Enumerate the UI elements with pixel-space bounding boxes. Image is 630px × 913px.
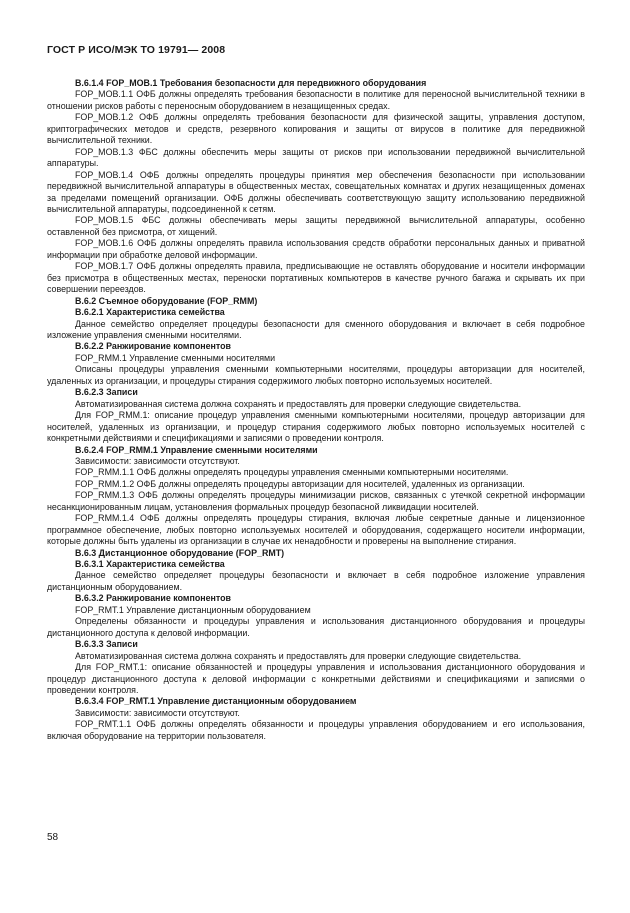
section-heading: В.6.1.4 FOP_MOB.1 Требования безопасности для передвижного оборудования: [75, 78, 427, 88]
body-paragraph: FOP_RMM.1.2 ОФБ должны определять процедуры авторизации для носителей, удаленных из организации.: [75, 478, 525, 489]
body-paragraph: FOP_MOB.1.1 ОФБ должны определять требования безопасности в политике для переносной вычислительной техники в отношении рисков работы с переносным оборудованием в незащищенных средах.: [47, 89, 585, 111]
body-paragraph: FOP_RMT.1 Управление дистанционным оборудованием: [75, 604, 311, 615]
section-heading: В.6.2.1 Характеристика семейства: [75, 307, 225, 318]
body-paragraph: FOP_MOB.1.5 ФБС должны обеспечивать меры защиты передвижной вычислительной аппаратуры, особенно оставленной без присмотра, от хищений.: [47, 215, 585, 237]
page-number: 58: [47, 832, 59, 843]
body-paragraph: Описаны процедуры управления сменными компьютерными носителями, процедуры авторизации для носителей, удаленных из организации, и процедуры стирания содержимого любых повторно используемых носителей.: [47, 364, 585, 386]
body-paragraph: Для FOP_RMT.1: описание обязанностей и процедуры управления и использования дистанционного оборудования и процедур дистанционного доступа к деловой информации с конкретными действиями и спецификациями и записями о проведении контроля.: [47, 662, 585, 696]
document-header: ГОСТ Р ИСО/МЭК ТО 19791— 2008: [47, 44, 226, 56]
body-paragraph: Зависимости: зависимости отсутствуют.: [75, 707, 240, 718]
section-heading: В.6.3 Дистанционное оборудование (FOP_RMT): [75, 547, 285, 558]
body-paragraph: Автоматизированная система должна сохранять и предоставлять для проверки следующие свидетельства.: [75, 398, 522, 409]
section-heading: В.6.2.2 Ранжирование компонентов: [75, 341, 232, 352]
body-paragraph: Для FOP_RMM.1: описание процедур управления сменными компьютерными носителями, процедур авторизации для носителей, удаленных из организации, и процедур стирания содержимого любых повторно используемых носителей с конкретными действиями и спецификациями и записями о проведении контроля.: [47, 410, 585, 444]
section-heading: В.6.3.1 Характеристика семейства: [75, 559, 225, 570]
document-body: [47, 78, 585, 742]
section-heading: В.6.3.4 FOP_RMT.1 Управление дистанционным оборудованием: [75, 696, 357, 707]
body-paragraph: FOP_RMM.1.4 ОФБ должны определять процедуры стирания, включая любые секретные данные и лицензионное программное обеспечение, любых повторно используемых носителей и оборудования, содержащего носители информации, которые должны быть удалены из организации в случае их ненадобности и проверены на выполнение стирания.: [47, 513, 585, 547]
body-paragraph: FOP_MOB.1.3 ФБС должны обеспечить меры защиты от рисков при использовании передвижной вычислительной аппаратуры.: [47, 146, 585, 169]
body-paragraph: FOP_MOB.1.6 ОФБ должны определять правила использования средств обработки персональных данных и приватной информации при обработке деловой информации.: [47, 238, 585, 260]
body-paragraph: FOP_MOB.1.4 ОФБ должны определять процедуры принятия мер обеспечения безопасности при использовании передвижной вычислительной аппаратуры в общественных местах, совещательных комнатах и других незащищенных доменах за пределами помещений организации. ОФБ должны обеспечивать соответствующую защиту использованию передвижной вычислительной аппаратуры, подсоединенной к сетям.: [47, 169, 585, 214]
body-paragraph: FOP_RMM.1 Управление сменными носителями: [75, 352, 276, 363]
body-paragraph: FOP_RMM.1.1 ОФБ должны определять процедуры управления сменными компьютерными носителями.: [75, 467, 509, 478]
body-paragraph: Данное семейство определяет процедуры безопасности и включает в себя подробное изложение управления дистанционным оборудованием.: [47, 570, 585, 592]
section-heading: В.6.2 Съемное оборудование (FOP_RMM): [75, 295, 258, 306]
body-paragraph: FOP_MOB.1.2 ОФБ должны определять требования безопасности для физической защиты, управления доступом, криптографических методов и средств, резервного копирования и защиты от вирусов в политике для передвижной вычислительной техники.: [47, 112, 585, 146]
body-paragraph: Определены обязанности и процедуры управления и использования дистанционного оборудования и процедуры дистанционного доступа к деловой информации.: [47, 616, 585, 638]
section-heading: В.6.2.4 FOP_RMM.1 Управление сменными носителями: [75, 444, 318, 455]
body-paragraph: Автоматизированная система должна сохранять и предоставлять для проверки следующие свидетельства.: [75, 650, 522, 661]
body-paragraph: FOP_MOB.1.7 ОФБ должны определять правила, предписывающие не оставлять оборудование и носители информации без присмотра в общественных местах, переноски портативных компьютеров в качестве ручного багажа и скрывать их при совершении переездов.: [47, 261, 585, 295]
section-heading: В.6.3.3 Записи: [75, 639, 138, 650]
section-heading: В.6.3.2 Ранжирование компонентов: [75, 593, 232, 604]
body-paragraph: Данное семейство определяет процедуры безопасности для сменного оборудования и включает в себя подробное изложение управления сменными носителями.: [47, 318, 585, 340]
body-paragraph: FOP_RMT.1.1 ОФБ должны определять обязанности и процедуры управления оборудованием и его использования, включая оборудование на территории пользователя.: [47, 719, 585, 741]
body-paragraph: FOP_RMM.1.3 ОФБ должны определять процедуры минимизации рисков, связанных с утечкой секретной информации несанкционированным лицам, установления формальных процедур безопасной ликвидации носителей.: [47, 490, 585, 512]
section-heading: В.6.2.3 Записи: [75, 387, 138, 398]
body-paragraph: Зависимости: зависимости отсутствуют.: [75, 455, 240, 466]
